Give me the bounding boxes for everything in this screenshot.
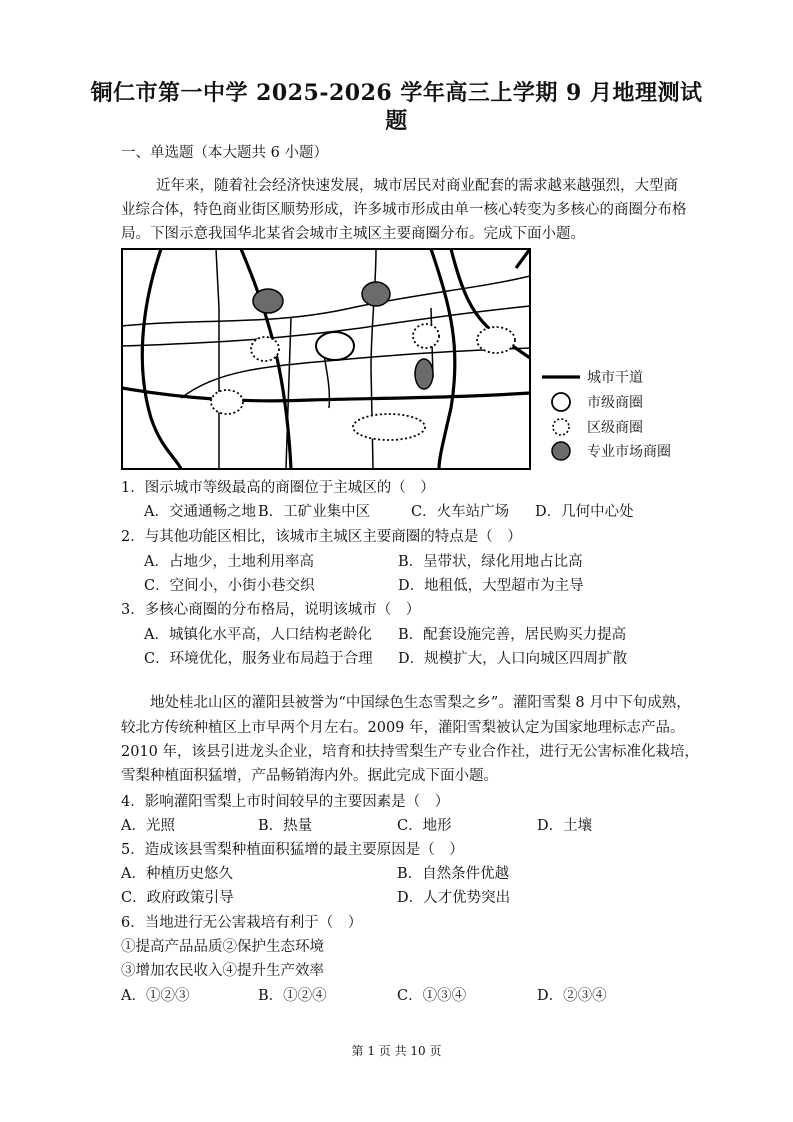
passage1-line-2: 业综合体，特色商业街区顺势形成，许多城市形成由单一核心转变为多核心的商圈分布格 bbox=[121, 202, 687, 218]
specialized-market-circle bbox=[253, 289, 283, 313]
answer-option: D．土壤 bbox=[537, 818, 593, 834]
question-stem: 4．影响灌阳雪梨上市时间较早的主要因素是（ ） bbox=[121, 794, 450, 810]
answer-option: B．①②④ bbox=[258, 988, 327, 1004]
district-level-circle bbox=[211, 390, 243, 414]
question-stem: 2．与其他功能区相比，该城市主城区主要商圈的特点是（ ） bbox=[121, 529, 522, 545]
answer-option: D．②③④ bbox=[537, 988, 607, 1004]
answer-option: C．空间小，小街小巷交织 bbox=[144, 578, 315, 594]
passage2-line-2: 较北方传统种植区上市早两个月左右。2009 年，灌阳雪梨被认定为国家地理标志产品。 bbox=[121, 720, 685, 736]
legend-label: 专业市场商圈 bbox=[587, 444, 671, 460]
question-stem: 1．图示城市等级最高的商圈位于主城区的（ ） bbox=[121, 480, 435, 496]
district-level-circle bbox=[251, 337, 279, 361]
question-statement: ①提高产品品质②保护生态环境 bbox=[121, 939, 324, 955]
page-title: 铜仁市第一中学 2025-2026 学年高三上学期 9 月地理测试 bbox=[90, 80, 703, 106]
gray-filled-circle-icon bbox=[541, 440, 581, 462]
answer-option: C．环境优化，服务业布局趋于合理 bbox=[144, 651, 373, 667]
answer-option: B．工矿业集中区 bbox=[258, 504, 371, 520]
solid-circle-icon bbox=[541, 391, 581, 413]
specialized-market-circle bbox=[362, 282, 390, 306]
legend-item bbox=[541, 391, 643, 413]
passage2-line-3: 2010 年，该县引进龙头企业，培育和扶持雪梨生产专业合作社，进行无公害标准化栽培， bbox=[121, 744, 700, 760]
answer-option: C．①③④ bbox=[397, 988, 467, 1004]
legend-item bbox=[541, 366, 643, 388]
answer-option: A．种植历史悠久 bbox=[121, 866, 233, 882]
answer-option: C．地形 bbox=[397, 818, 452, 834]
answer-option: D．人才优势突出 bbox=[397, 890, 511, 906]
answer-option: A．占地少，土地利用率高 bbox=[144, 554, 314, 570]
answer-option: A．光照 bbox=[121, 818, 175, 834]
answer-option: B．呈带状，绿化用地占比高 bbox=[398, 554, 583, 570]
answer-option: A．交通通畅之地 bbox=[144, 504, 256, 520]
answer-option: A．①②③ bbox=[121, 988, 190, 1004]
district-level-circle bbox=[353, 414, 425, 440]
district-level-circle bbox=[413, 324, 439, 348]
answer-option: B．热量 bbox=[258, 818, 313, 834]
legend-label: 区级商圈 bbox=[587, 420, 643, 436]
answer-option: C．政府政策引导 bbox=[121, 890, 234, 906]
passage1-line-1: 近年来，随着社会经济快速发展，城市居民对商业配套的需求越来越强烈，大型商 bbox=[156, 178, 678, 194]
answer-option: B．配套设施完善，居民购买力提高 bbox=[398, 627, 627, 643]
answer-option: B．自然条件优越 bbox=[397, 866, 510, 882]
specialized-market-circle bbox=[415, 359, 433, 389]
city-district-map bbox=[121, 248, 531, 470]
page-footer: 第 1 页 共 10 页 bbox=[351, 1044, 442, 1058]
question-stem: 6．当地进行无公害栽培有利于（ ） bbox=[121, 915, 363, 931]
legend-item bbox=[541, 416, 643, 438]
thick-line-icon bbox=[541, 366, 581, 388]
answer-option: D．规模扩大，人口向城区四周扩散 bbox=[398, 651, 628, 667]
legend-label: 城市干道 bbox=[587, 370, 643, 386]
city-level-circle bbox=[316, 332, 354, 360]
answer-option: C．火车站广场 bbox=[411, 504, 510, 520]
dotted-circle-icon bbox=[541, 416, 581, 438]
passage2-line-4: 雪梨种植面积猛增，产品畅销海内外。据此完成下面小题。 bbox=[121, 768, 498, 784]
passage1-line-3: 局。下图示意我国华北某省会城市主城区主要商圈分布。完成下面小题。 bbox=[121, 226, 585, 242]
question-stem: 5．造成该县雪梨种植面积猛增的最主要原因是（ ） bbox=[121, 842, 464, 858]
legend-label: 市级商圈 bbox=[587, 395, 643, 411]
page-title-continued: 题 bbox=[385, 108, 408, 134]
answer-option: A．城镇化水平高，人口结构老龄化 bbox=[144, 627, 372, 643]
answer-option: D．地租低，大型超市为主导 bbox=[398, 578, 584, 594]
question-statement: ③增加农民收入④提升生产效率 bbox=[121, 963, 324, 979]
legend-item bbox=[541, 440, 671, 462]
section-heading: 一、单选题（本大题共 6 小题） bbox=[121, 145, 328, 161]
answer-option: D．几何中心处 bbox=[535, 504, 634, 520]
district-level-circle bbox=[477, 327, 515, 353]
passage2-line-1: 地处桂北山区的灌阳县被誉为“中国绿色生态雪梨之乡”。灌阳雪梨 8 月中下旬成熟， bbox=[150, 695, 691, 711]
question-stem: 3．多核心商圈的分布格局，说明该城市（ ） bbox=[121, 602, 421, 618]
